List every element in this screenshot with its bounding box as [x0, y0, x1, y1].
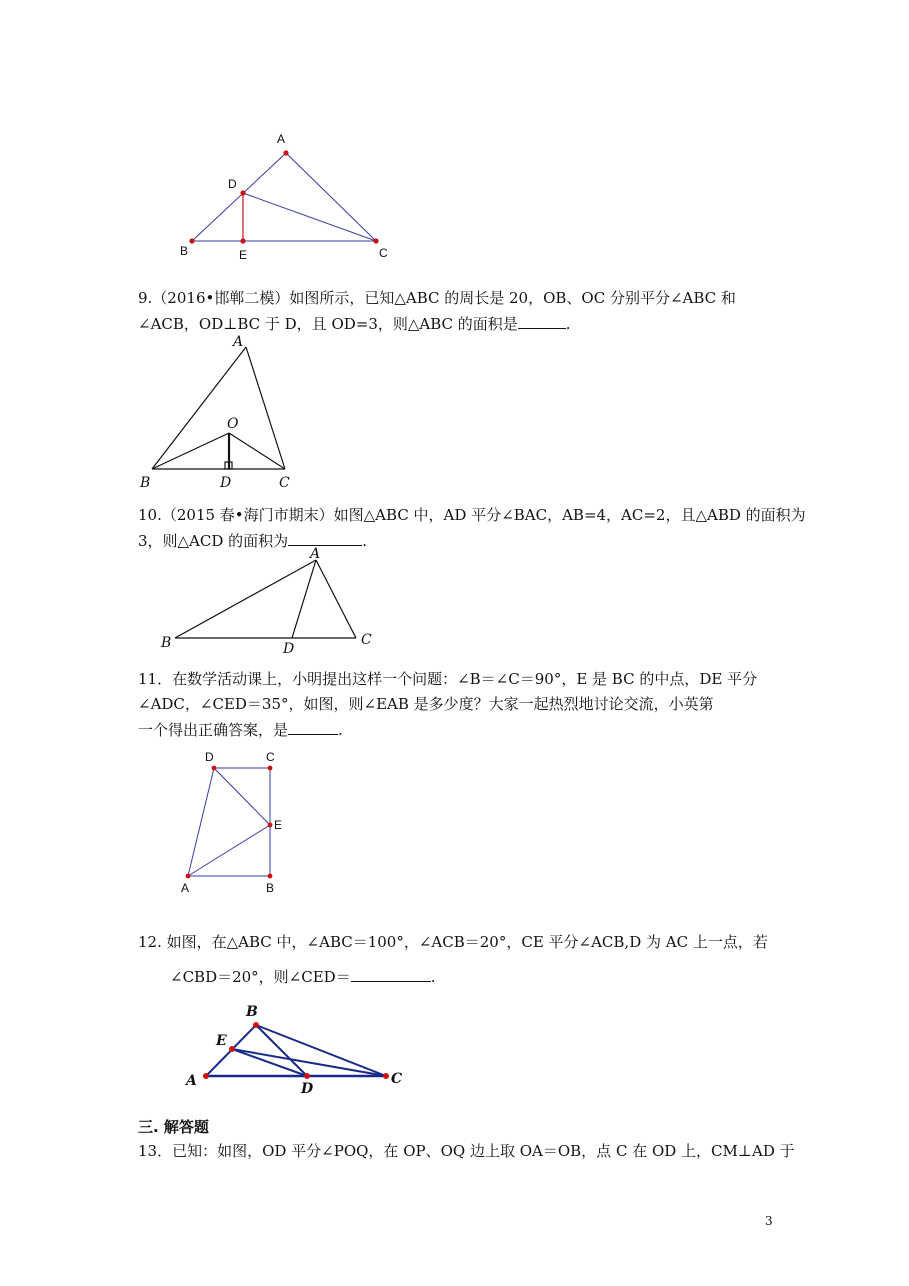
point-b [268, 874, 273, 879]
label-e: E [216, 1033, 227, 1049]
figure-q12 [0, 995, 909, 1105]
q10-line2-end: . [362, 532, 367, 550]
q10-answer-blank[interactable] [288, 530, 362, 546]
point-a [186, 874, 191, 879]
segment-oc [229, 433, 285, 469]
q12-line2-text: ∠CBD＝20°，则∠CED＝ [170, 968, 351, 986]
q11-line3-end: . [338, 721, 343, 739]
q9-answer-blank[interactable] [518, 313, 566, 329]
point-c [373, 238, 378, 243]
segment-ba [175, 560, 316, 638]
segment-ae [188, 825, 270, 876]
label-c: C [266, 750, 275, 764]
segment-de [214, 768, 270, 825]
label-b: B [266, 881, 275, 895]
point-a [203, 1073, 209, 1079]
label-b: B [246, 1004, 258, 1020]
segment-ba [152, 347, 246, 469]
label-c: C [379, 246, 388, 260]
point-d [304, 1073, 310, 1079]
segment-bo [152, 433, 229, 469]
q9-line1: 9.（2016•邯郸二模）如图所示，已知△ABC 的周长是 20，OB、OC 分别平分∠ABC 和 [138, 289, 736, 307]
label-e: E [274, 818, 283, 832]
q12-line2-end: . [430, 968, 436, 986]
label-d: D [220, 475, 232, 491]
page-number: 3 [765, 1214, 773, 1228]
label-d: D [228, 177, 237, 191]
label-c: C [391, 1071, 403, 1087]
label-a: A [181, 881, 190, 895]
segment-ac [246, 347, 285, 469]
q11-answer-blank[interactable] [288, 719, 338, 735]
point-e [240, 238, 245, 243]
figure-q9 [0, 330, 909, 495]
point-e [229, 1046, 235, 1052]
figure-q10 [0, 545, 909, 660]
label-b: B [180, 244, 189, 258]
segment-ac [286, 153, 376, 241]
q12-line2 [170, 966, 436, 987]
point-b [253, 1022, 259, 1028]
q11-line2: ∠ADC，∠CED＝35°，如图，则∠EAB 是多少度？大家一起热烈地讨论交流，小英第 [138, 695, 714, 713]
segment-ac [316, 560, 356, 638]
point-d [240, 190, 245, 195]
label-c: C [279, 475, 290, 491]
label-a: A [233, 334, 244, 350]
point-a [283, 150, 288, 155]
label-d: D [283, 641, 295, 657]
q10-line1: 10.（2015 春•海门市期末）如图△ABC 中，AD 平分∠BAC，AB=4，AC=2，且△ABD 的面积为 [138, 506, 806, 524]
q11-line1: 11．在数学活动课上，小明提出这样一个问题：∠B＝∠C＝90°，E 是 BC 的中点，DE 平分 [138, 670, 758, 688]
section-heading: 三. 解答题 [138, 1118, 209, 1136]
segment-bd [256, 1025, 307, 1076]
point-b [189, 238, 194, 243]
segment-ed [232, 1049, 307, 1076]
segment-ab [192, 153, 286, 241]
label-a: A [186, 1073, 197, 1089]
q11-line3 [138, 719, 343, 740]
q10-line2-text: 3，则△ACD 的面积为 [138, 532, 289, 550]
label-d: D [301, 1081, 314, 1097]
label-e: E [239, 248, 248, 262]
q9-line2-text: ∠ACB，OD⊥BC 于 D，且 OD=3，则△ABC 的面积是 [138, 315, 518, 333]
segment-dc [243, 193, 376, 241]
point-e [268, 823, 273, 828]
point-d [212, 766, 217, 771]
point-c [383, 1073, 389, 1079]
q12-line1: 12. 如图，在△ABC 中，∠ABC＝100°，∠ACB＝20°，CE 平分∠ACB,D 为 AC 上一点，若 [138, 933, 768, 951]
label-c: C [361, 632, 372, 648]
label-a: A [310, 546, 321, 562]
q13-line1: 13．已知：如图，OD 平分∠POQ，在 OP、OQ 边上取 OA＝OB，点 C 在 OD 上，CM⊥AD 于 [138, 1142, 795, 1160]
segment-ad [188, 768, 214, 876]
figure-q8 [0, 0, 909, 270]
point-c [268, 766, 273, 771]
figure-q11 [0, 745, 909, 895]
label-d: D [205, 750, 214, 764]
q12-answer-blank[interactable] [351, 966, 431, 982]
label-b: B [140, 475, 151, 491]
label-b: B [161, 635, 172, 651]
label-a: A [277, 132, 286, 146]
q11-line3-text: 一个得出正确答案，是 [138, 721, 289, 739]
q9-line2-end: . [565, 315, 571, 333]
label-o: O [227, 416, 239, 432]
segment-bc [256, 1025, 386, 1076]
segment-ec [232, 1049, 386, 1076]
